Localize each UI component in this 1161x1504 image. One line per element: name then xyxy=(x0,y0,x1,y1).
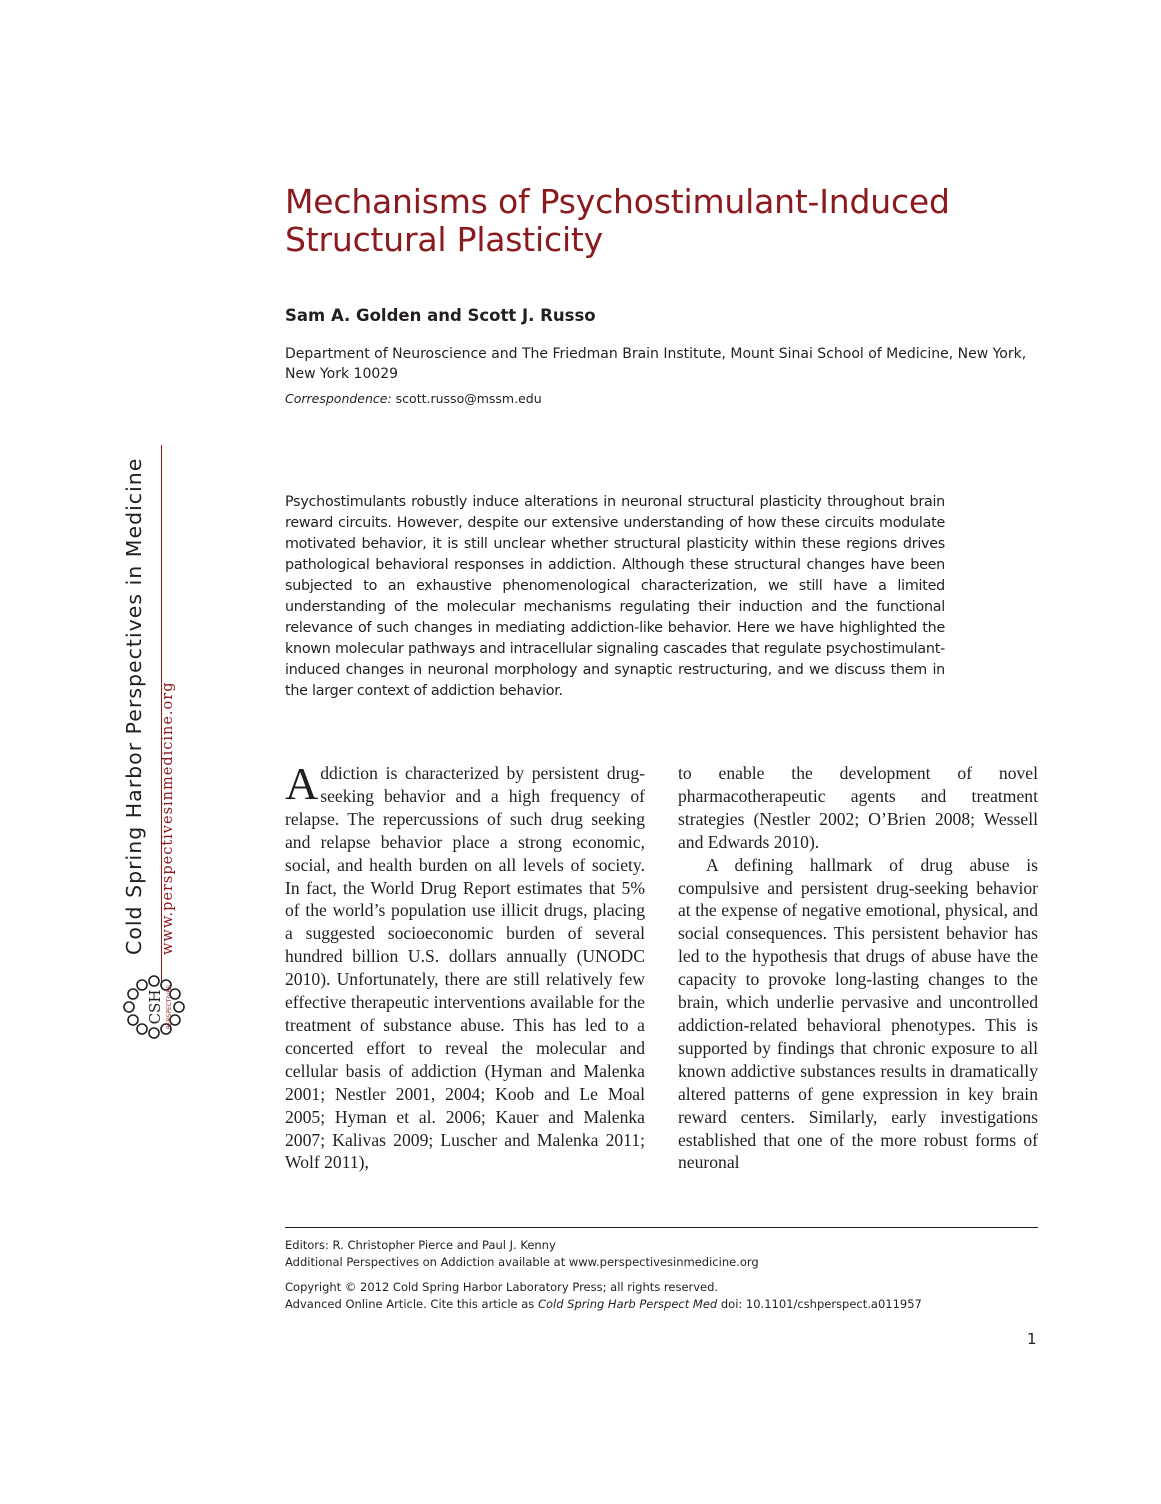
affiliation: Department of Neuroscience and The Friedman Brain Institute, Mount Sinai School of Medicine, New York, New York 10029 xyxy=(285,346,1027,382)
csh-perspectives-logo-icon xyxy=(118,967,198,1047)
article-title xyxy=(285,183,1045,259)
abstract: Psychostimulants robustly induce alterations in neuronal structural plasticity throughout brain reward circuits. However, despite our extensive understanding of how these circuits modulate motivated behavior, it is still unclear whether structural plasticity within these regions drives pathological behavioral responses in addiction. Although these structural changes have been subjected to an exhaustive phenomenological characterization, we still have a limited understanding of the molecular mechanisms regulating their induction and the functional relevance of such changes in mediating addiction-like behavior. Here we have highlighted the known molecular pathways and intracellular signaling cascades that regulate psychostimulant-induced changes in neuronal morphology and synaptic restructuring, and we discuss them in the larger context of addiction behavior. xyxy=(285,494,945,699)
footer-additional: Additional Perspectives on Addiction available at www.perspectivesinmedicine.org xyxy=(285,1255,759,1269)
drop-cap: A xyxy=(285,758,319,809)
logo-text: CSH xyxy=(146,989,164,1025)
footer-copyright: Copyright © 2012 Cold Spring Harbor Laboratory Press; all rights reserved. xyxy=(285,1280,719,1294)
citation-doi: doi: 10.1101/cshperspect.a011957 xyxy=(717,1297,922,1311)
correspondence xyxy=(285,391,542,406)
footnote-divider xyxy=(285,1227,1038,1228)
sidebar-journal-name: Cold Spring Harbor Perspectives in Medicine xyxy=(122,457,146,955)
title-line-1: Mechanisms of Psychostimulant-Induced xyxy=(285,182,950,221)
logo-subtext: PERSPECTIVES xyxy=(166,984,173,1030)
body-paragraph-1: ddiction is characterized by persistent drug-seeking behavior and a high frequency of relapse. The repercussions of such drug seeking and relapse behavior place a strong economic, social, and health burden on all levels of society. In fact, the World Drug Report estimates that 5% of the world’s population use illicit drugs, placing a suggested socioeconomic burden of several hundred billion U.S. dollars annually (UNODC 2010). Unfortunately, there are still relatively few effective therapeutic interventions available for the treatment of substance abuse. This has led to a concerted effort to reveal the molecular and cellular basis of addiction (Hyman and Malenka 2001; Nestler 2001, 2004; Koob and Le Moal 2005; Hyman et al. 2006; Kauer and Malenka 2007; Kalivas 2009; Luscher and Malenka 2011; Wolf 2011), xyxy=(285,763,645,1173)
citation-prefix: Advanced Online Article. Cite this article as xyxy=(285,1297,538,1311)
body-paragraph-1-continued: to enable the development of novel pharmacotherapeutic agents and treatment strategies (Nestler 2002; O’Brien 2008; Wessell and Edwards 2010). xyxy=(678,763,1038,852)
correspondence-label: Correspondence: xyxy=(285,391,392,406)
body-column-right xyxy=(678,762,1038,1174)
authors: Sam A. Golden and Scott J. Russo xyxy=(285,306,596,325)
footer-editors: Editors: R. Christopher Pierce and Paul J. Kenny xyxy=(285,1238,556,1252)
body-paragraph-2-wrap xyxy=(678,854,1038,1175)
body-column-left xyxy=(285,758,645,1174)
body-paragraph-2: A defining hallmark of drug abuse is compulsive and persistent drug-seeking behavior at the expense of negative emotional, physical, and social consequences. This persistent behavior has led to the hypothesis that drugs of abuse have the capacity to provoke long-lasting changes to the brain, which underlie pervasive and uncontrolled addiction-related behavioral phenotypes. This is supported by findings that chronic exposure to all known addictive substances results in dramatically altered patterns of gene expression in key brain reward centers. Similarly, early investigations established that one of the more robust forms of neuronal xyxy=(678,854,1038,1173)
citation-journal: Cold Spring Harb Perspect Med xyxy=(537,1297,718,1311)
sidebar-url[interactable]: www.perspectivesinmedicine.org xyxy=(160,681,176,955)
correspondence-email[interactable]: scott.russo@mssm.edu xyxy=(395,391,542,406)
footer-citation xyxy=(285,1296,922,1313)
page-number: 1 xyxy=(1027,1330,1037,1348)
journal-sidebar xyxy=(112,445,192,1075)
title-line-2: Structural Plasticity xyxy=(285,220,603,259)
